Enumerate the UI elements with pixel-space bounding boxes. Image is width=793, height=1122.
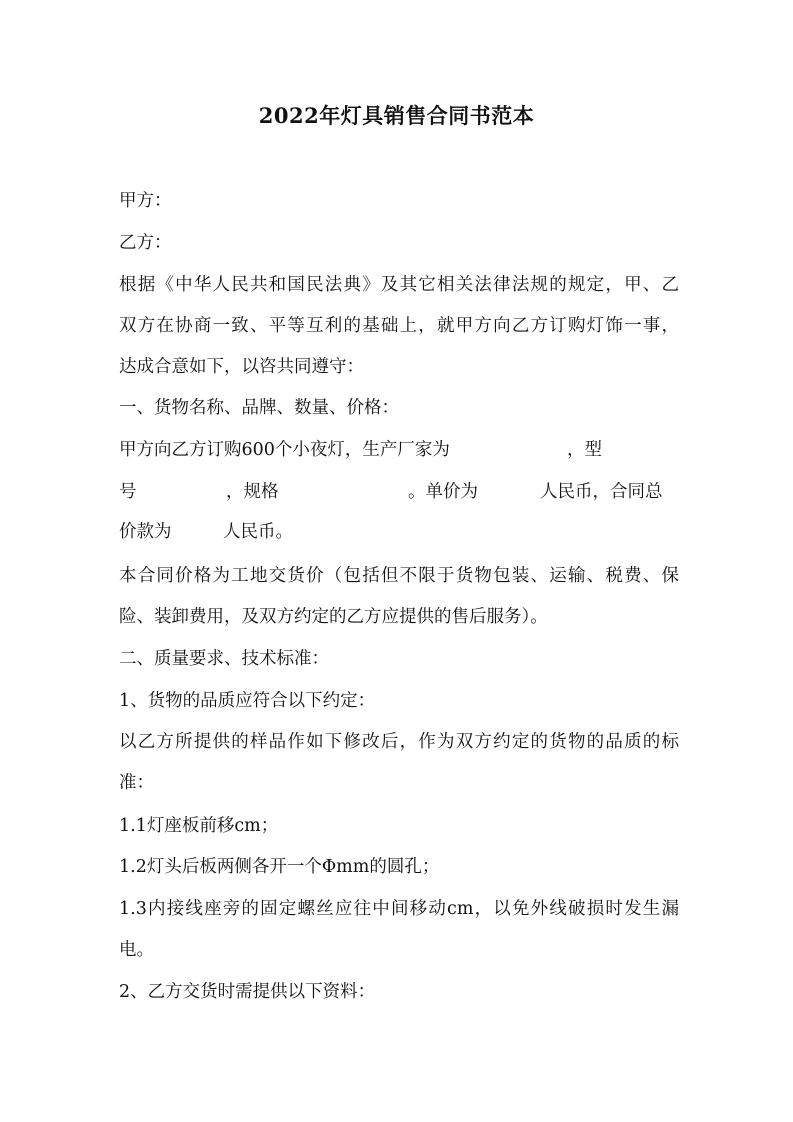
quality-item-1: 1、货物的品质应符合以下约定：	[119, 691, 376, 711]
spec-1-3-line-2: 电。	[119, 940, 154, 960]
section-1-heading: 一、货物名称、品牌、数量、价格：	[119, 398, 399, 418]
order-line-2-unit-price-label: 。单价为	[408, 482, 478, 502]
price-terms-line-1: 本合同价格为工地交货价（包括但不限于货物包装、运输、税费、保	[119, 566, 679, 586]
party-a-line: 甲方：	[119, 191, 172, 211]
order-line-2-currency-text: 人民币，合同总	[540, 482, 663, 502]
quality-item-2: 2、乙方交货时需提供以下资料：	[119, 982, 376, 1002]
order-line-3	[119, 520, 679, 544]
order-line-1-text: 甲方向乙方订购600个小夜灯，生产厂家为	[119, 440, 450, 460]
document-title: 2022年灯具销售合同书范本	[258, 103, 535, 128]
spec-1-1: 1.1灯座板前移cm；	[119, 816, 279, 836]
section-2-heading: 二、质量要求、技术标准：	[119, 649, 329, 669]
intro-line-2: 双方在协商一致、平等互利的基础上，就甲方向乙方订购灯饰一事，	[119, 316, 679, 336]
quality-text-line-1: 以乙方所提供的样品作如下修改后，作为双方约定的货物的品质的标	[119, 732, 679, 752]
order-line-1-model-label: ，型	[567, 440, 602, 460]
party-b-line: 乙方：	[119, 233, 172, 253]
spec-1-2: 1.2灯头后板两侧各开一个Φmm的圆孔；	[119, 857, 440, 877]
order-line-2	[119, 480, 679, 504]
order-line-2-model-suffix: 号	[119, 482, 137, 502]
quality-text-line-2: 准：	[119, 773, 154, 793]
intro-line-1: 根据《中华人民共和国民法典》及其它相关法律法规的规定，甲、乙	[119, 275, 679, 295]
order-line-3-total-label: 价款为	[119, 522, 172, 542]
order-line-2-spec-label: ，规格	[226, 482, 279, 502]
intro-line-3: 达成合意如下，以咨共同遵守：	[119, 357, 364, 377]
spec-1-3-line-1: 1.3内接线座旁的固定螺丝应往中间移动cm，以免外线破损时发生漏	[119, 899, 679, 919]
order-line-1	[119, 438, 679, 462]
order-line-3-currency-text: 人民币。	[223, 522, 293, 542]
price-terms-line-2: 险、装卸费用，及双方约定的乙方应提供的售后服务）。	[119, 607, 548, 627]
